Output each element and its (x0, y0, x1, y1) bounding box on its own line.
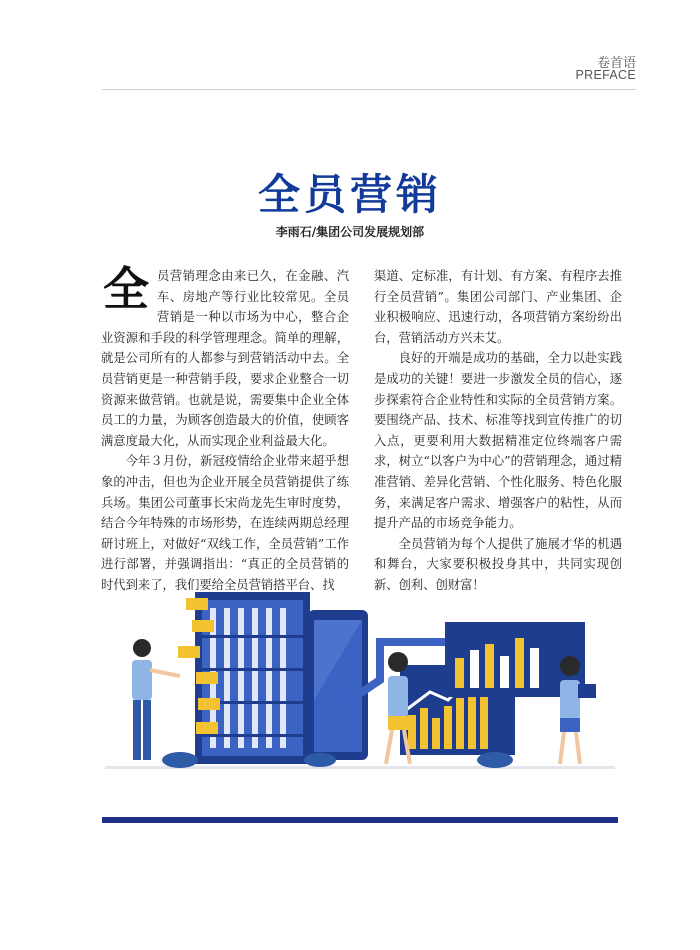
header-divider (102, 89, 636, 90)
article-title: 全员营销 (257, 170, 442, 219)
article-column-left (101, 262, 349, 596)
section-label-en: PREFACE (575, 68, 636, 82)
paragraph-3: 渠道、定标准，有计划、有方案、有程序去推行全员营销”。集团公司部门、产业集团、企业积极响应、迅速行动，各项营销方案纷纷出台，营销活动方兴未艾。 (374, 269, 622, 345)
paragraph-1-text: 员营销理念由来已久，在金融、汽车、房地产等行业比较常见。全员营销是一种以市场为中心，整合企业资源和手段的科学管理理念。简单的理解，就是公司所有的人都参与到营销活动中去。全员营销更是一种营销手段，要求企业整合一切资源来做营销。也就是说，需要集中企业全体员工的力量，为顾客创造最大的价值，使顾客满意度最大化，从而实现企业利益最大化。 (101, 269, 349, 448)
paragraph-1 (101, 262, 349, 451)
marketing-team-illustration (100, 580, 620, 780)
paragraph-2: 今年３月份，新冠疫情给企业带来超乎想象的冲击，但也为企业开展全员营销提供了练兵场。集团公司董事长宋尚龙先生审时度势，结合今年特殊的市场形势，在连续两期总经理研讨班上，对做好“双线工作，全员营销”工作进行部署，并强调指出：“真正的全员营销的时代到来了，我们要给全员营销搭平台、找 (101, 454, 349, 592)
person-man-icon (132, 639, 180, 760)
article-column-right (374, 266, 622, 596)
paragraph-5: 全员营销为每个人提供了施展才华的机遇和舞台，大家要积极投身其中，共同实现创新、创利、创财富！ (374, 536, 622, 592)
article-byline: 李雨石/集团公司发展规划部 (275, 225, 425, 239)
tablet-screen-icon (308, 610, 368, 760)
drop-cap: 全 (103, 262, 149, 316)
section-label: 卷首语 (596, 56, 636, 71)
paragraph-4: 良好的开端是成功的基础，全力以赴实践是成功的关键！要进一步激发全员的信心，逐步探索符合企业特性和实际的全员营销方案。要围绕产品、技术、标准等找到宣传推广的切入点，更要利用大数据精准定位终端客户需求，树立“以客户为中心”的营销理念，通过精准营销、差异化营销、个性化服务、特色化服务，来满足客户需求、增强客户的粘性，从而提升产品的市场竞争能力。 (374, 351, 622, 531)
footer-bar (102, 817, 618, 823)
